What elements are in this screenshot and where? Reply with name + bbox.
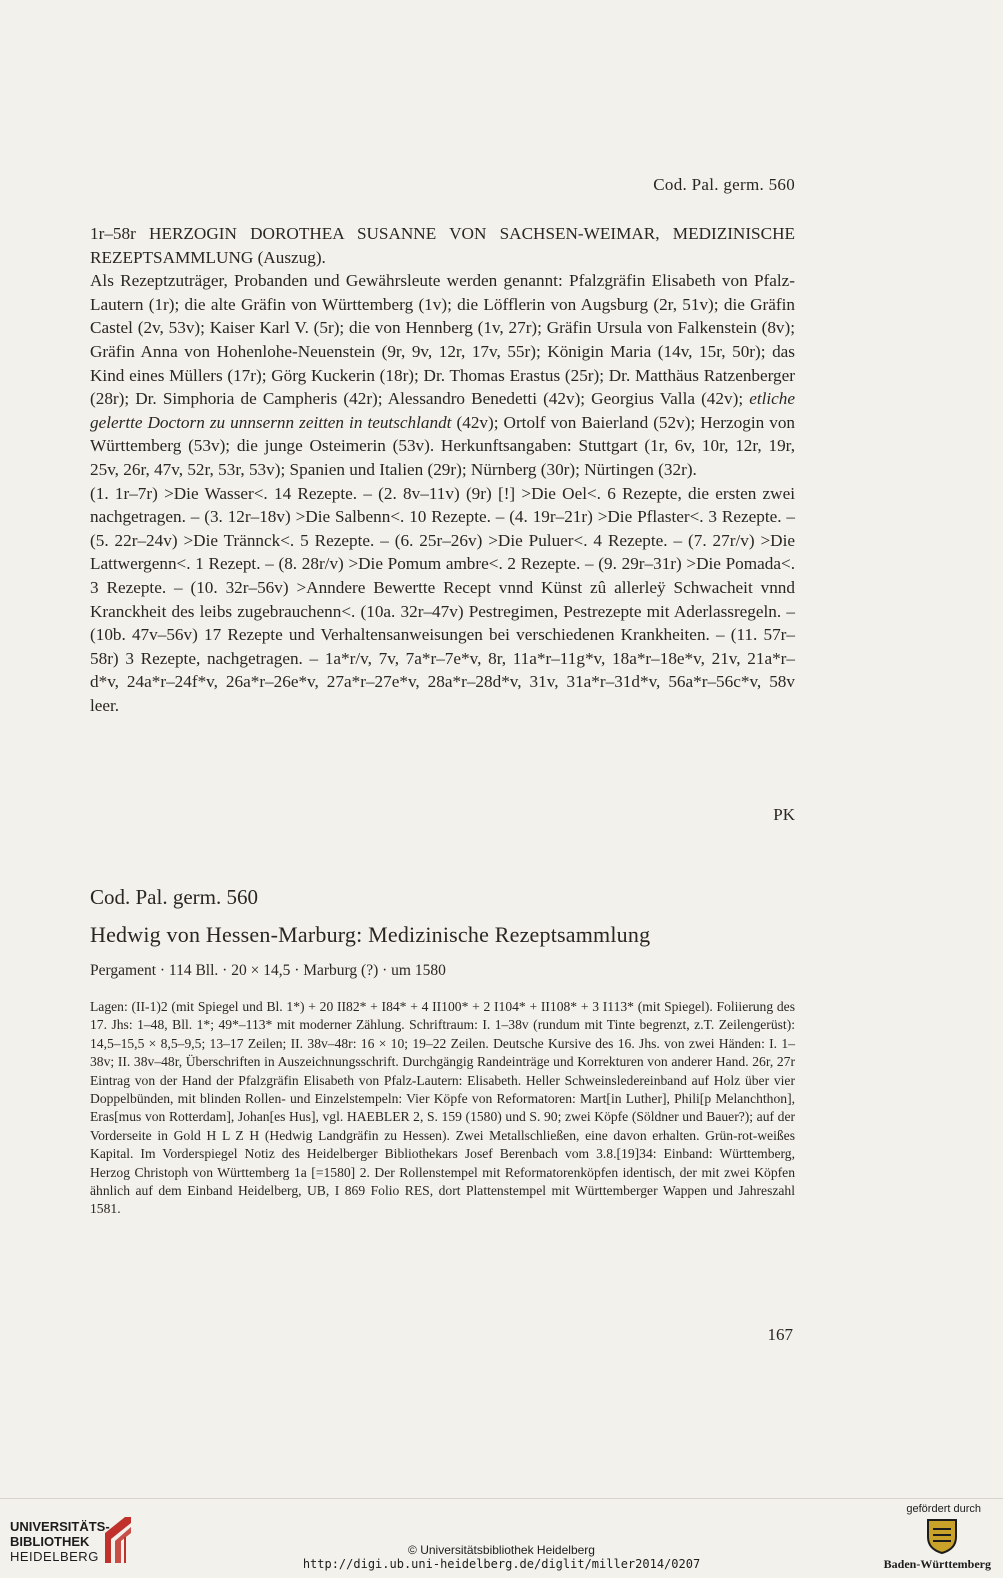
manuscript-metadata: Pergament · 114 Bll. · 20 × 14,5 · Marburg (?) · um 1580 [90,962,446,979]
author-initials: PK [773,805,795,824]
manuscript-signature: Cod. Pal. germ. 560 [90,885,258,909]
entry-heading: 1r–58r HERZOGIN DOROTHEA SUSANNE VON SACHSEN-WEIMAR, MEDIZINISCHE REZEPTSAMMLUNG (Auszug). [90,224,795,267]
page-number: 167 [767,1325,793,1344]
previous-entry [90,222,796,824]
description-paragraph: Lagen: (II-1)2 (mit Spiegel und Bl. 1*) + 20 II82* + I84* + 4 II100* + 2 I104* + II108* + 3 I113* (mit Spiegel). Foliierung des 17. Jhs: 1–48, Bll. 1*; 49*–113* mit moderner Zählung. Schriftraum: I. 1–38v (rundum mit Tinte begrenzt, z.T. Zeilengerüst): 14,5–15,5 × 8,5–9,5; 13–17 Zeilen; II. 38v–48r: 16 × 10; 19–22 Zeilen. Deutsche Kursive des 16. Jhs. von zwei Händen: I. 1–38v; II. 38v–48r, Überschriften in Auszeichnungsschrift. Durchgängig Randeinträge und Korrekturen von anderer Hand. 26r, 27r Eintrag von der Hand der Pfalzgräfin Elisabeth von Pfalz-Lautern: Elisabeth. Heller Schweinsledereinband auf Holz über vier Doppelbünden, mit blinden Rollen- und Einzelstempeln: Vier Köpfe von Reformatoren: Mart[in Luther], Phili[p Melanchthon], Eras[mus von Rotterdam], Johan[es Hus], vgl. HAEBLER 2, S. 159 (1580) und S. 90; zwei Köpfe (Söldner und Bauer?); auf der Vorderseite in Gold H L Z H (Hedwig Landgräfin zu Hessen). Zwei Metallschließen, eine davon erhalten. Grün-rot-weißes Kapital. Im Vorderspiegel Notiz des Heidelberger Bibliothekars Josef Berenbach vom 3.8.[19]34: Einband: Württemberg, Herzog Christoph von Württemberg 1a [=1580] 2. Der Rollenstempel mit Reformatorenköpfen identisch, der mit zwei Köpfen ähnlich auf dem Einband Heidelberg, UB, I 869 Folio RES, dort Plattenstempel mit Württemberger Wappen und Jahreszahl 1581. [90,999,795,1217]
manuscript-title: Hedwig von Hessen-Marburg: Medizinische Rezeptsammlung [90,922,651,947]
library-logo[interactable]: UNIVERSITÄTS- BIBLIOTHEK HEIDELBERG [10,1519,110,1564]
state-crest-icon [925,1517,959,1555]
codicological-description [90,998,795,1219]
sponsor-label: gefördert durch [906,1503,981,1515]
running-head: Cod. Pal. germ. 560 [653,175,795,194]
permalink[interactable]: http://digi.ub.uni-heidelberg.de/diglit/miller2014/0207 [302,1557,701,1571]
digitization-footer [0,1498,1003,1578]
entry-persons: Als Rezeptzuträger, Probanden und Gewährsleute werden genannt: Pfalzgräfin Elisabeth von Pfalz-Lautern (1r); die alte Gräfin von Württemberg (1v); die Löfflerin von Augsburg (2r, 51v); die Gräfin Castel (2v, 53v); Kaiser Karl V. (5r); die von Hennberg (1v, 27r); Gräfin Ursula von Falkenstein (8v); Gräfin Anna von Hohenlohe-Neuenstein (9r, 9v, 12r, 17v, 55r); Königin Maria (14v, 15r, 50r); das Kind eines Müllers (17r); Görg Kuckerin (18r); Dr. Thomas Erastus (25r); Dr. Matthäus Ratzenberger (28r); Dr. Simphoria de Campheris (42r); Alessandro Benedetti (42v); Georgius Valla (42v); etliche gelertte Doctorn zu unnsernn zeitten in teutschlandt (42v); Ortolf von Baierland (52v); Herzogin von Württemberg (53v); die junge Osteimerin (53v). Herkunftsangaben: Stuttgart (1r, 6v, 10r, 12r, 19r, 25v, 26r, 47v, 52r, 53r, 53v); Spanien und Italien (29r); Nürnberg (30r); Nürtingen (32r). [90,271,796,479]
entry-contents: (1. 1r–7r) >Die Wasser<. 14 Rezepte. – (2. 8v–11v) (9r) [!] >Die Oel<. 6 Rezepte, die ersten zwei nachgetragen. – (3. 12r–18v) >Die Salbenn<. 10 Rezepte. – (4. 19r–21r) >Die Pflaster<. 3 Rezepte. – (5. 22r–24v) >Die Trännck<. 5 Rezepte. – (6. 25r–26v) >Die Puluer<. 4 Rezepte. – (7. 27r/v) >Die Lattwergenn<. 1 Rezept. – (8. 28r/v) >Die Pomum ambre<. 2 Rezepte. – (9. 29r–31r) >Die Pomada<. 3 Rezepte. – (10. 32r–56v) >Anndere Bewertte Recept vnnd Künst zû allerleÿ Schwacheit vnnd Kranckheit des leibs zugebrauchenn<. (10a. 32r–47v) Pestregimen, Pestrezepte mit Aderlassregeln. – (10b. 47v–56v) 17 Rezepte und Verhaltensanweisungen bei verschiedenen Krankheiten. – (11. 57r–58r) 3 Rezepte, nachgetragen. – 1a*r/v, 7v, 7a*r–7e*v, 8r, 11a*r–11g*v, 18a*r–18e*v, 21v, 21a*r–d*v, 24a*r–24f*v, 26a*r–26e*v, 27a*r–27e*v, 28a*r–28d*v, 31v, 31a*r–31d*v, 56a*r–56c*v, 58v leer. [90,483,795,715]
copyright-notice: © Universitätsbibliothek Heidelberg [408,1543,595,1557]
sponsor-name: Baden-Württemberg [883,1557,991,1571]
